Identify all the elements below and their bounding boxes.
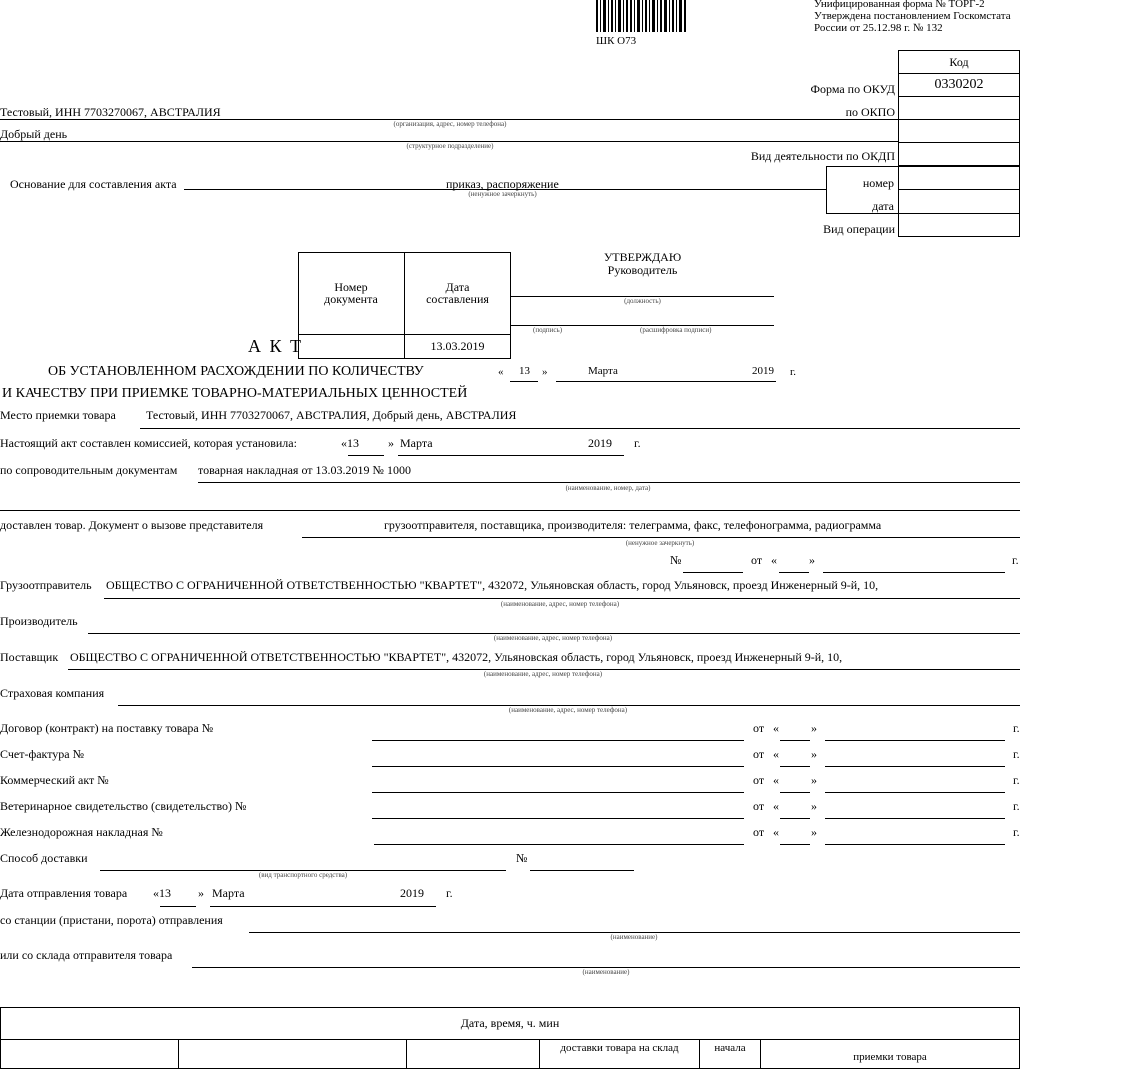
commission-label: Настоящий акт составлен комиссией, которая установила: bbox=[0, 436, 297, 450]
delivery-no-line bbox=[530, 870, 634, 871]
barcode-graphic bbox=[596, 0, 686, 32]
bottom-col-2 bbox=[178, 1039, 407, 1069]
producer-caption: (наименование, адрес, номер телефона) bbox=[493, 634, 613, 642]
docrow-number-line bbox=[374, 844, 744, 845]
commission-month-line bbox=[398, 455, 624, 456]
docrow-date-line bbox=[825, 818, 1005, 819]
call-open-quote: « bbox=[771, 553, 777, 567]
approve-year: 2019 bbox=[752, 365, 774, 377]
division-name: Добрый день bbox=[0, 127, 68, 141]
doc-number-col-label: Номер документа bbox=[324, 280, 378, 306]
docrow-date-line bbox=[825, 766, 1005, 767]
docrow-open-quote: « bbox=[773, 825, 779, 839]
docrow-number-line bbox=[372, 766, 744, 767]
supplier-label: Поставщик bbox=[0, 650, 59, 664]
acceptance-label: приемки товара bbox=[853, 1051, 927, 1063]
docrow-label: Счет-фактура № bbox=[0, 747, 85, 761]
send-date-label: Дата отправления товара bbox=[0, 886, 128, 900]
docs-label: по сопроводительным документам bbox=[0, 463, 178, 477]
delivered-value: грузоотправителя, поставщика, производителя: телеграмма, факс, телефонограмма, радиограмма bbox=[384, 518, 882, 532]
docrow-open-quote: « bbox=[773, 721, 779, 735]
nomer-cell bbox=[898, 166, 1020, 190]
start-label: начала bbox=[714, 1042, 746, 1054]
bottom-col-5 bbox=[699, 1039, 761, 1069]
okpo-cell bbox=[898, 96, 1020, 120]
call-no-line bbox=[683, 572, 743, 573]
commission-day-line bbox=[348, 455, 384, 456]
docrow-ot: от bbox=[753, 747, 765, 761]
send-year: 2019 bbox=[400, 886, 424, 900]
approve-month-line bbox=[556, 381, 776, 382]
docrow-number-line bbox=[372, 792, 744, 793]
act-line-2: И КАЧЕСТВУ ПРИ ПРИЕМКЕ ТОВАРНО-МАТЕРИАЛЬНЫХ ЦЕННОСТЕЙ bbox=[2, 386, 468, 401]
docrow-day-line bbox=[780, 766, 810, 767]
docrow-close-quote: » bbox=[811, 721, 817, 735]
docrow-g: г. bbox=[1013, 747, 1020, 761]
docrow-date-line bbox=[825, 740, 1005, 741]
producer-label: Производитель bbox=[0, 614, 78, 628]
docrow-day-line bbox=[780, 844, 810, 845]
doc-date-cell bbox=[404, 334, 511, 359]
delivery-no-label: № bbox=[516, 851, 528, 865]
form-line-1: Унифицированная форма № ТОРГ-2 bbox=[814, 0, 985, 10]
bottom-col-1 bbox=[0, 1039, 179, 1069]
delivery-to-warehouse-label: доставки товара на склад bbox=[560, 1042, 679, 1054]
position-caption: (должность) bbox=[624, 297, 661, 305]
commission-year: 2019 bbox=[588, 436, 612, 450]
docrow-day-line bbox=[780, 818, 810, 819]
okud-label: Форма по ОКУД bbox=[810, 82, 895, 96]
docrow-close-quote: » bbox=[811, 747, 817, 761]
approve-close-quote: » bbox=[542, 366, 548, 378]
approve-title: УТВЕРЖДАЮ bbox=[603, 250, 682, 264]
call-close-quote: » bbox=[809, 553, 815, 567]
docs-caption: (наименование, номер, дата) bbox=[565, 484, 651, 492]
basis-caption: (ненужное зачеркнуть) bbox=[468, 190, 537, 198]
warehouse-caption: (наименование) bbox=[582, 968, 630, 976]
docrow-label: Договор (контракт) на поставку товара № bbox=[0, 721, 214, 735]
act-line-1: ОБ УСТАНОВЛЕННОМ РАСХОЖДЕНИИ ПО КОЛИЧЕСТВУ bbox=[48, 364, 424, 379]
act-title: А К Т bbox=[248, 336, 303, 356]
delivery-caption: (вид транспортного средства) bbox=[258, 871, 348, 879]
okud-value: 0330202 bbox=[934, 77, 984, 92]
vid-operacii-label: Вид операции bbox=[823, 222, 895, 236]
warehouse-label: или со склада отправителя товара bbox=[0, 948, 173, 962]
approve-role: Руководитель bbox=[607, 263, 678, 277]
form-line-3: России от 25.12.98 г. № 132 bbox=[814, 22, 943, 34]
approve-day-line bbox=[510, 381, 538, 382]
barcode bbox=[596, 0, 686, 32]
approve-open-quote: « bbox=[498, 366, 504, 378]
place-value: Тестовый, ИНН 7703270067, АВСТРАЛИЯ, Добрый день, АВСТРАЛИЯ bbox=[146, 408, 517, 422]
place-line bbox=[140, 428, 1020, 429]
docrow-ot: от bbox=[753, 799, 765, 813]
commission-close: » bbox=[388, 436, 394, 450]
insurance-label: Страховая компания bbox=[0, 686, 105, 700]
docs-line bbox=[198, 482, 1020, 483]
docrow-day-line bbox=[780, 792, 810, 793]
delivered-line bbox=[302, 537, 1020, 538]
approve-day: 13 bbox=[519, 365, 530, 377]
delivered-label: доставлен товар. Документ о вызове представителя bbox=[0, 518, 264, 532]
supplier-caption: (наименование, адрес, номер телефона) bbox=[483, 670, 603, 678]
docs-value: товарная накладная от 13.03.2019 № 1000 bbox=[198, 463, 411, 477]
docrow-g: г. bbox=[1013, 799, 1020, 813]
doc-date-value: 13.03.2019 bbox=[430, 339, 485, 353]
docrow-open-quote: « bbox=[773, 773, 779, 787]
docrow-open-quote: « bbox=[773, 747, 779, 761]
approve-g: г. bbox=[790, 366, 797, 378]
approve-month: Марта bbox=[588, 365, 618, 377]
signature-caption: (подпись) bbox=[533, 326, 563, 334]
station-caption: (наименование) bbox=[610, 933, 658, 941]
call-no-label: № bbox=[670, 553, 682, 567]
docrow-date-line bbox=[825, 792, 1005, 793]
barcode-label: ШК О73 bbox=[596, 35, 637, 47]
doc-number-cell bbox=[298, 334, 405, 359]
docrow-g: г. bbox=[1013, 825, 1020, 839]
form-line-2: Утверждена постановлением Госкомстата bbox=[814, 10, 1011, 22]
delivery-label: Способ доставки bbox=[0, 851, 88, 865]
commission-day: «13 bbox=[341, 436, 359, 450]
docrow-close-quote: » bbox=[811, 799, 817, 813]
docrow-ot: от bbox=[753, 721, 765, 735]
org-caption: (организация, адрес, номер телефона) bbox=[393, 120, 507, 128]
docrow-label: Ветеринарное свидетельство (свидетельство) № bbox=[0, 799, 247, 813]
send-day-line bbox=[160, 906, 196, 907]
docrow-label: Железнодорожная накладная № bbox=[0, 825, 163, 839]
call-g: г. bbox=[1012, 553, 1019, 567]
docrow-ot: от bbox=[753, 825, 765, 839]
docrow-close-quote: » bbox=[811, 825, 817, 839]
send-month: Марта bbox=[212, 886, 245, 900]
data-cell bbox=[898, 189, 1020, 214]
station-label: со станции (пристани, порота) отправления bbox=[0, 913, 223, 927]
commission-g: г. bbox=[634, 436, 641, 450]
shipper-line bbox=[104, 598, 1020, 599]
call-day-line bbox=[779, 572, 809, 573]
docrow-g: г. bbox=[1013, 773, 1020, 787]
kod-label: Код bbox=[949, 55, 969, 69]
basis-label: Основание для составления акта bbox=[10, 177, 177, 191]
vid-operacii-cell bbox=[898, 213, 1020, 237]
docrow-open-quote: « bbox=[773, 799, 779, 813]
docrow-date-line bbox=[825, 844, 1005, 845]
docs-line-2 bbox=[0, 510, 1020, 511]
docrow-label: Коммерческий акт № bbox=[0, 773, 109, 787]
docrow-g: г. bbox=[1013, 721, 1020, 735]
docrow-number-line bbox=[372, 740, 744, 741]
commission-month: Марта bbox=[400, 436, 433, 450]
call-date-line bbox=[823, 572, 1005, 573]
send-g: г. bbox=[446, 886, 453, 900]
insurance-caption: (наименование, адрес, номер телефона) bbox=[508, 706, 628, 714]
okud-cell bbox=[898, 73, 1020, 97]
send-close: » bbox=[198, 886, 204, 900]
division-caption: (структурное подразделение) bbox=[406, 142, 494, 150]
bottom-col-6 bbox=[760, 1039, 1020, 1069]
decoding-caption: (расшифровка подписи) bbox=[640, 326, 712, 334]
datetime-header-cell bbox=[0, 1007, 1020, 1040]
send-month-line bbox=[210, 906, 436, 907]
org-name: Тестовый, ИНН 7703270067, АВСТРАЛИЯ bbox=[0, 105, 221, 119]
nomer-label: номер bbox=[862, 176, 894, 190]
datetime-header: Дата, время, ч. мин bbox=[460, 1016, 560, 1030]
bottom-col-3 bbox=[406, 1039, 540, 1069]
docrow-ot: от bbox=[753, 773, 765, 787]
kod-header bbox=[898, 50, 1020, 74]
doc-date-col-label: Дата составления bbox=[426, 280, 489, 306]
supplier-value: ОБЩЕСТВО С ОГРАНИЧЕННОЙ ОТВЕТСТВЕННОСТЬЮ "КВАРТЕТ", 432072, Ульяновская область, город Ульяновск, проезд Инженерный 9-й, 10, bbox=[70, 650, 843, 664]
shipper-label: Грузоотправитель bbox=[0, 578, 92, 592]
okdp-cell bbox=[898, 142, 1020, 166]
docrow-day-line bbox=[780, 740, 810, 741]
okpo-label: по ОКПО bbox=[845, 105, 895, 119]
shipper-caption: (наименование, адрес, номер телефона) bbox=[500, 600, 620, 608]
bottom-col-4 bbox=[539, 1039, 700, 1069]
okdp-label: Вид деятельности по ОКДП bbox=[750, 149, 895, 163]
delivered-caption: (ненужное зачеркнуть) bbox=[625, 539, 695, 547]
basis-value: приказ, распоряжение bbox=[446, 177, 559, 191]
shipper-value: ОБЩЕСТВО С ОГРАНИЧЕННОЙ ОТВЕТСТВЕННОСТЬЮ "КВАРТЕТ", 432072, Ульяновская область, город Ульяновск, проезд Инженерный 9-й, 10, bbox=[106, 578, 879, 592]
call-ot-label: от bbox=[751, 553, 763, 567]
docrow-close-quote: » bbox=[811, 773, 817, 787]
data-label: дата bbox=[872, 199, 894, 213]
okpo-cell-2 bbox=[898, 119, 1020, 143]
place-label: Место приемки товара bbox=[0, 408, 116, 422]
docrow-number-line bbox=[372, 818, 744, 819]
send-day: «13 bbox=[153, 886, 171, 900]
